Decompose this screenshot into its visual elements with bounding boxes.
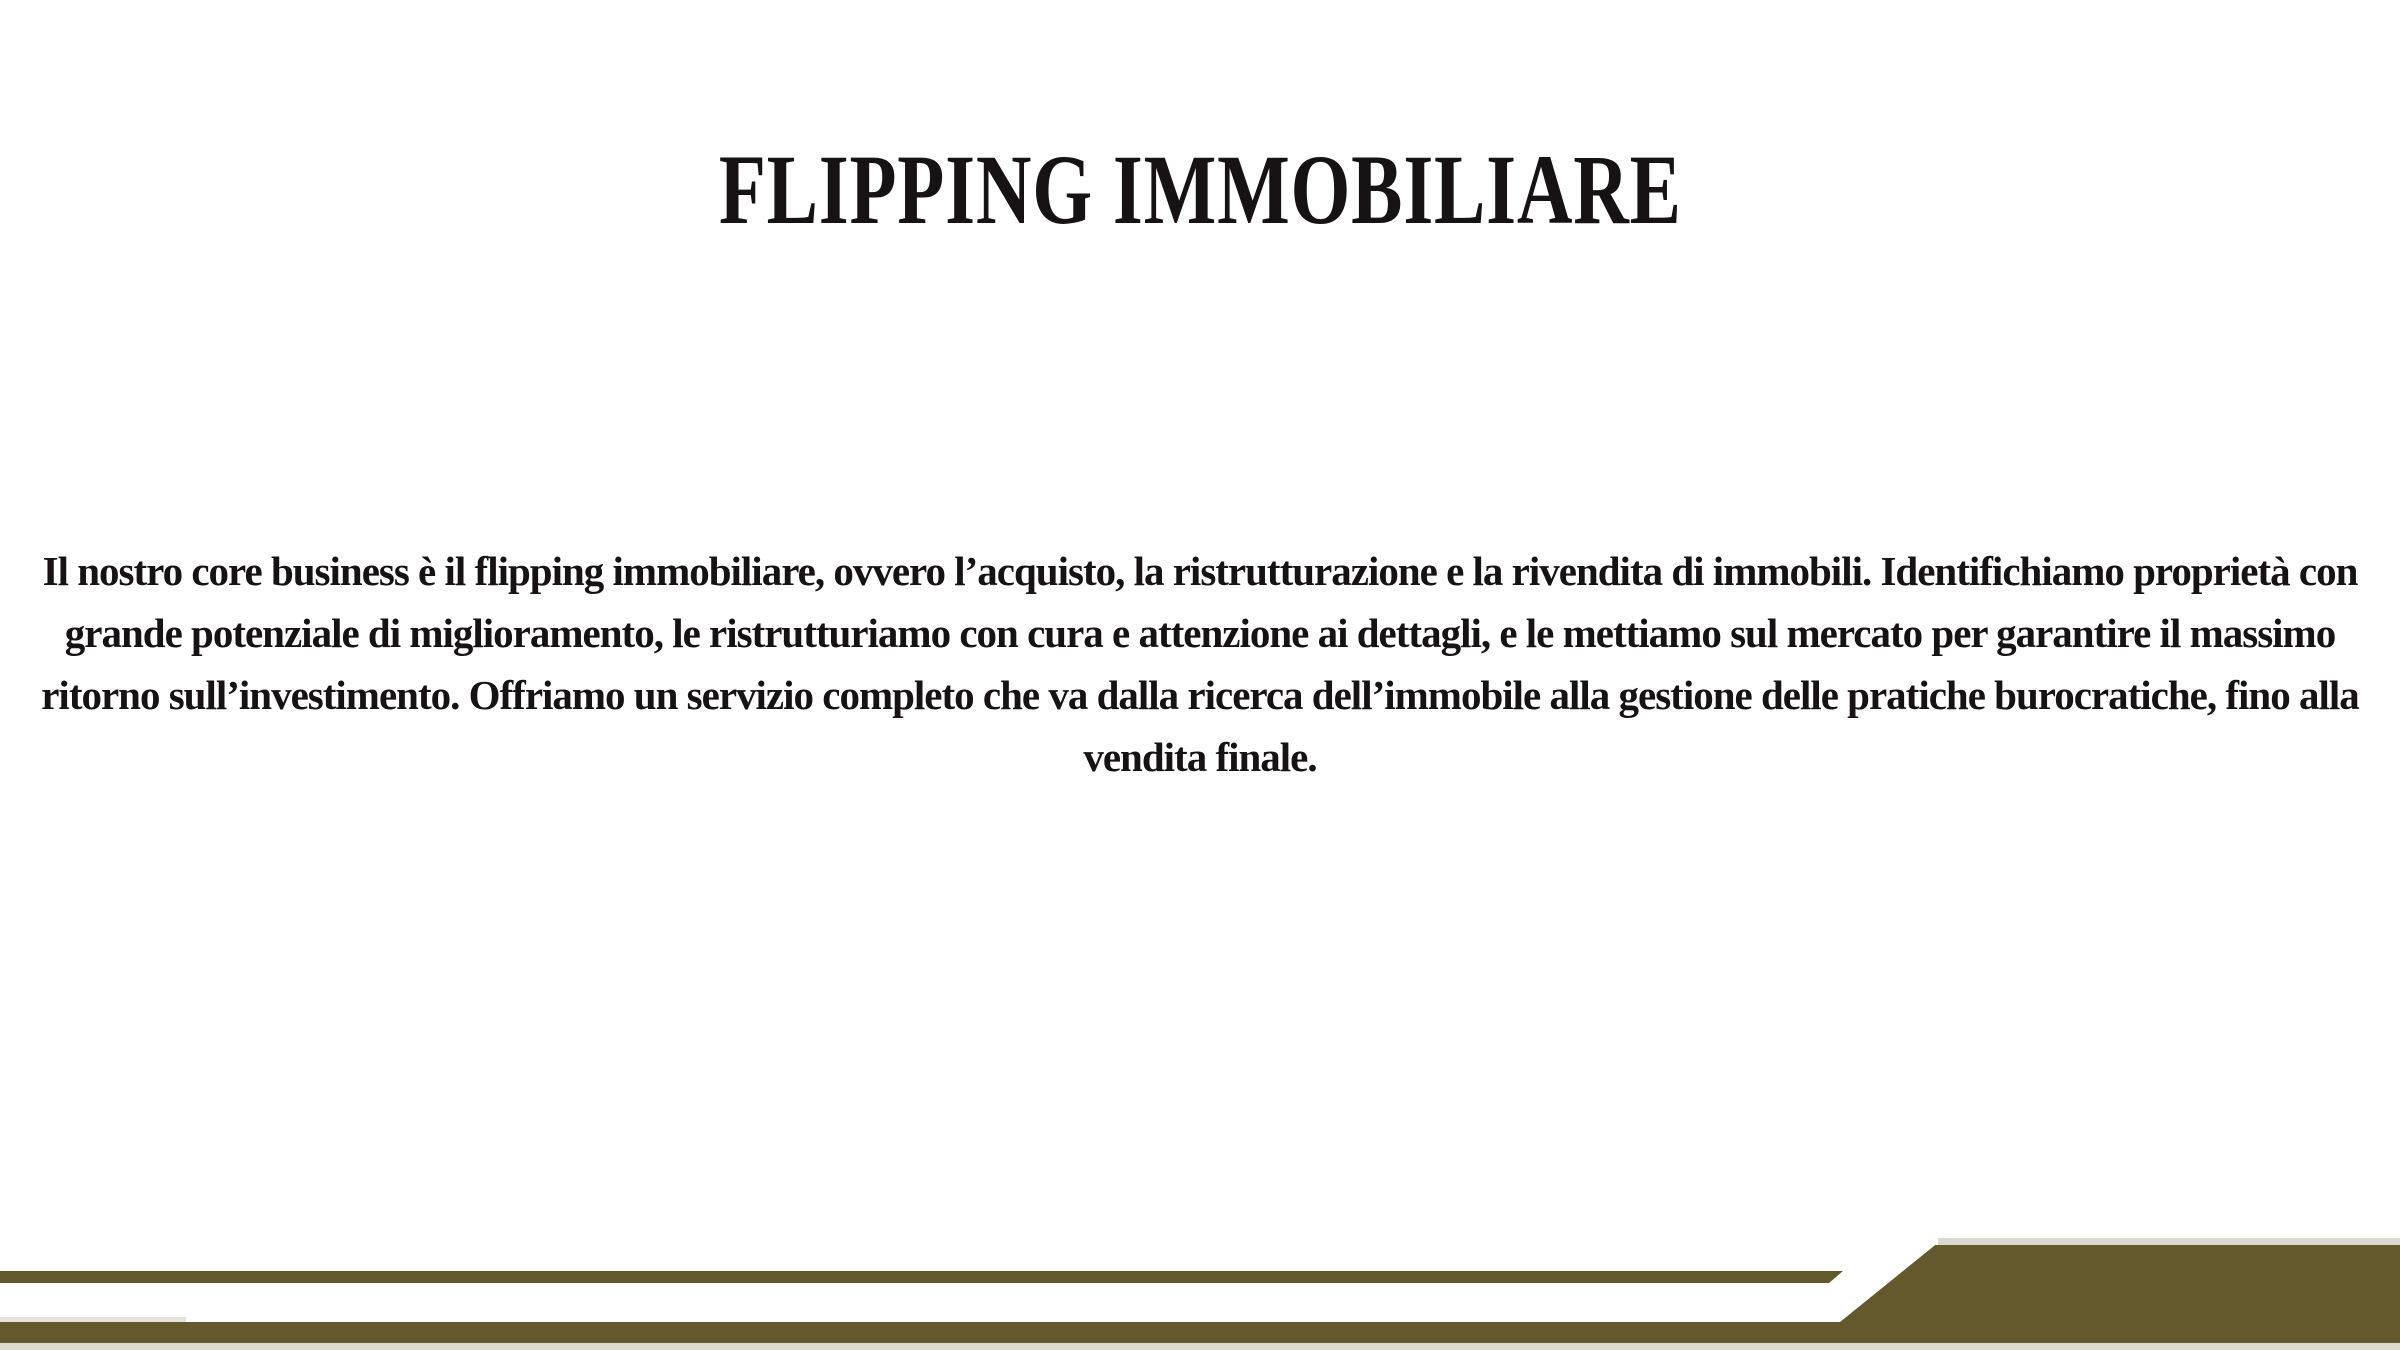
page-title bbox=[0, 134, 2400, 245]
corner-shape-top-edge bbox=[1938, 1238, 2400, 1245]
slide-body-text: Il nostro core business è il flipping immobiliare, ovvero l’acquisto, la ristrutturazione e la rivendita di immobili. Identifichiamo proprietà con grande potenziale di miglioramento, le ristrutturiamo con cura e attenzione ai dettagli, e le mettiamo sul mercato per garantire il massimo ritorno sull’investimento. Offriamo un servizio completo che va dalla ricerca dell’immobile alla gestione delle pratiche burocratiche, fino alla vendita finale. bbox=[41, 548, 2359, 780]
gold-bottom-bar bbox=[0, 1322, 2400, 1343]
beige-bottom-strip bbox=[0, 1343, 2400, 1350]
gold-thin-bar bbox=[0, 1271, 1843, 1283]
page-title-text: FLIPPING IMMOBILIARE bbox=[718, 134, 1682, 245]
gold-corner-accent-shape bbox=[1840, 1245, 2400, 1322]
